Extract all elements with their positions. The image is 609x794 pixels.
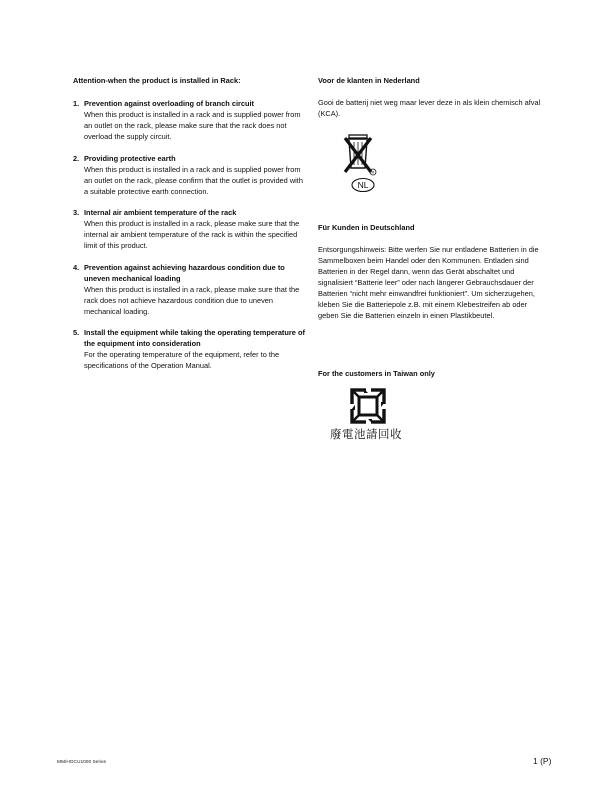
germany-text: Entsorgungshinweis: Bitte werfen Sie nur entladene Batterien in die Sammelboxen beim Handel oder den Kommunen. Entladen sind Batterien in der Regel dann, wenn das Gerät abschaltet und signalisiert “Batterie leer” oder nach längerer Gebrauchsdauer der Batterien “nicht mehr einwandfrei funktioniert”. Um sicherzugehen, kleben Sie die Batteriepole z.B. mit einem Klebestreifen ab oder geben Sie die Batterien einzeln in einen Plastikbeutel. xyxy=(318,245,539,320)
nl-label: NL xyxy=(357,180,369,191)
page-number: 1 (P) xyxy=(533,756,552,766)
taiwan-recycle-caption: 廢電池請回收 xyxy=(330,427,402,441)
netherlands-section xyxy=(318,75,544,119)
svg-text:R: R xyxy=(371,169,375,175)
list-item-number: 3. xyxy=(73,208,80,217)
footer-model-name: MM/HOCU1000 Series xyxy=(57,760,107,765)
germany-heading: Für Kunden in Deutschland xyxy=(318,223,415,232)
list-item-title: Providing protective earth xyxy=(84,153,176,163)
netherlands-heading: Voor de klanten in Nederland xyxy=(318,76,420,85)
list-item-title: Install the equipment while taking the operating temperature of the equipment into consideration xyxy=(84,328,305,348)
list-item-text: For the operating temperature of the equipment, refer to the specifications of the Operation Manual. xyxy=(84,350,280,370)
list-item xyxy=(73,207,305,251)
list-item-text: When this product is installed in a rack and is supplied power from an outlet on the rack, please make sure that the rack does not overload the supply circuit. xyxy=(84,110,301,141)
rack-attention-list xyxy=(73,98,305,371)
rack-attention-heading: Attention-when the product is installed in Rack: xyxy=(73,76,241,85)
list-item-title: Prevention against achieving hazardous condition due to uneven mechanical loading xyxy=(84,262,285,283)
list-item xyxy=(73,98,305,142)
list-item-title: Prevention against overloading of branch circuit xyxy=(84,99,255,108)
list-item-title: Internal air ambient temperature of the rack xyxy=(84,208,237,217)
list-item-number: 2. xyxy=(73,153,80,163)
list-item-number: 1. xyxy=(73,99,80,108)
crossed-bin-nl-icon xyxy=(343,132,383,196)
netherlands-text: Gooi de batterij niet weg maar lever deze in als klein chemisch afval (KCA). xyxy=(318,98,541,118)
taiwan-section xyxy=(318,368,544,379)
list-item-number: 4. xyxy=(73,262,80,272)
list-item xyxy=(73,327,305,371)
list-item-text: When this product is installed in a rack and is supplied power from an outlet on the rack, please confirm that the outlet is provided with a suitable protective earth connection. xyxy=(84,164,303,196)
list-item xyxy=(73,153,305,197)
list-item-number: 5. xyxy=(73,328,80,337)
rack-attention-section xyxy=(73,75,305,382)
list-item xyxy=(73,262,305,317)
germany-section xyxy=(318,222,544,321)
list-item-text: When this product is installed in a rack, please make sure that the rack does not achieve hazardous condition due to uneven mechanical loading. xyxy=(84,284,300,316)
taiwan-heading: For the customers in Taiwan only xyxy=(318,369,435,378)
taiwan-recycle-icon xyxy=(349,387,387,425)
list-item-text: When this product is installed in a rack, please make sure that the internal air ambient temperature of the rack is within the specified limit of this product. xyxy=(84,219,300,250)
